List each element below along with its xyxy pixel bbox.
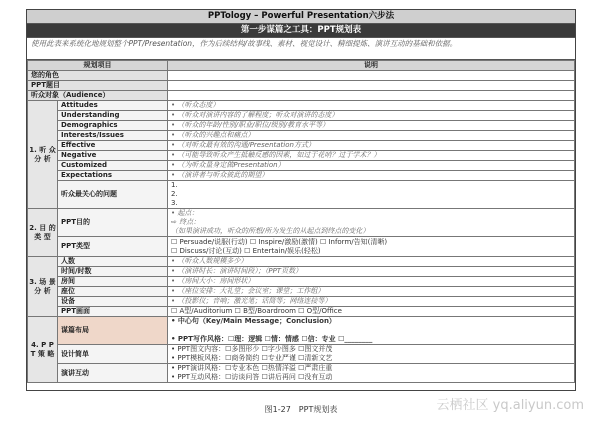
role-value[interactable] — [168, 71, 575, 81]
row-detail: • （听众人数规模多少） — [168, 257, 575, 267]
row-detail: • （听众态度） — [168, 101, 575, 111]
section-ppt-strategy: 4. P P T 策 略 — [28, 317, 58, 383]
row-detail: • （房间大小：房间形状） — [168, 277, 575, 287]
section-purpose-type: 2. 目 的 类 型 — [28, 209, 58, 257]
row-label: PPT类型 — [58, 237, 168, 257]
header-item: 规划项目 — [28, 61, 168, 71]
planning-table — [27, 60, 575, 383]
row-detail: • （听众对演讲内容的了解程度；听众对演讲的态度） — [168, 111, 575, 121]
section-scene-analysis: 3. 场 景 分 析 — [28, 257, 58, 317]
row-label: 人数 — [58, 257, 168, 267]
row-label: 时间/时数 — [58, 267, 168, 277]
ppt-topic-value[interactable] — [168, 81, 575, 91]
role-label: 您的角色 — [28, 71, 168, 81]
row-label: 谋篇布局 — [58, 317, 168, 345]
row-label: Demographics — [58, 121, 168, 131]
row-detail: • （座位安排：大礼堂；会议室；课堂；工作组） — [168, 287, 575, 297]
sheet-title: PPTology – Powerful Presentation六步法 — [27, 10, 575, 24]
row-detail: • PPT演讲风格：☐专业本色 ☐热情洋溢 ☐严肃庄重 • PPT互动风格：☐访谈问答 ☐讲后再问 ☐没有互动 — [168, 364, 575, 383]
row-label: Understanding — [58, 111, 168, 121]
row-label: Expectations — [58, 171, 168, 181]
row-label: 设备 — [58, 297, 168, 307]
section-audience-analysis: 1. 听 众 分 析 — [28, 101, 58, 209]
row-label: 座位 — [58, 287, 168, 297]
row-detail: ☐ A型/Auditorium ☐ B型/Boardroom ☐ O型/Office — [168, 307, 575, 317]
row-detail: ☐ Persuade/说服(行动) ☐ Inspire/激励(激情) ☐ Inform/告知(清晰) ☐ Discuss/讨论(互动) ☐ Entertain/娱乐(轻松) — [168, 237, 575, 257]
row-detail: • （可能导致听众产生抵触反感的因素，如过于花哨？过于学术？） — [168, 151, 575, 161]
audience-label: 听众对象（Audience） — [28, 91, 168, 101]
figure-caption: 图1-27 PPT规划表 — [264, 405, 338, 414]
row-detail: • 中心句（Key/Main Message；Conclusion） • PPT写作风格：☐理：逻辑 ☐情：情感 ☐信：专业 ☐________ — [168, 317, 575, 345]
ppt-topic-label: PPT题目 — [28, 81, 168, 91]
row-label: 设计简单 — [58, 345, 168, 364]
row-label: Negative — [58, 151, 168, 161]
row-detail: • 起点： ⇨ 终点： （如果演讲成功，听众的所想/所为发生的从起点到终点的变化） — [168, 209, 575, 237]
row-label: PPT画面 — [58, 307, 168, 317]
sheet-subtitle: 第一步谋篇之工具：PPT规划表 — [27, 24, 575, 38]
row-label: Interests/Issues — [58, 131, 168, 141]
row-label: Effective — [58, 141, 168, 151]
row-detail: • （听众的年龄/性别/职业/职位/级别/教育水平等） — [168, 121, 575, 131]
site-watermark: 云栖社区 yq.aliyun.com — [436, 398, 584, 413]
ppt-planning-sheet — [26, 9, 576, 391]
row-label: 听众最关心的问题 — [58, 181, 168, 209]
row-detail: • （投影仪；音响；激光笔；话筒等；网络连接等） — [168, 297, 575, 307]
row-label: Attitudes — [58, 101, 168, 111]
row-detail: 1. 2. 3. — [168, 181, 575, 209]
row-label: 房间 — [58, 277, 168, 287]
row-detail: • PPT图文内容：☐多图形少 ☐字少图多 ☐图文并茂 • PPT模板风格：☐商务简约 ☐专业严谨 ☐清新文艺 — [168, 345, 575, 364]
row-label: 演讲互动 — [58, 364, 168, 383]
row-label: Customized — [58, 161, 168, 171]
row-detail: • （听众的兴趣点和痛点） — [168, 131, 575, 141]
header-desc: 说明 — [168, 61, 575, 71]
row-detail: • （为听众量身定做Presentation） — [168, 161, 575, 171]
row-detail: • （对听众最有效的沟通/Presentation方式） — [168, 141, 575, 151]
sheet-intro: 使用此表来系统化地规划整个PPT/Presentation，作为后续结构/故事线、素材、视觉设计、精细提炼、演讲互动的基础和依据。 — [27, 38, 575, 60]
row-detail: • （演讲者与听众彼此的期望） — [168, 171, 575, 181]
audience-value[interactable] — [168, 91, 575, 101]
row-label: PPT目的 — [58, 209, 168, 237]
row-detail: • （演讲时长：演讲时间段）；（PPT页数） — [168, 267, 575, 277]
